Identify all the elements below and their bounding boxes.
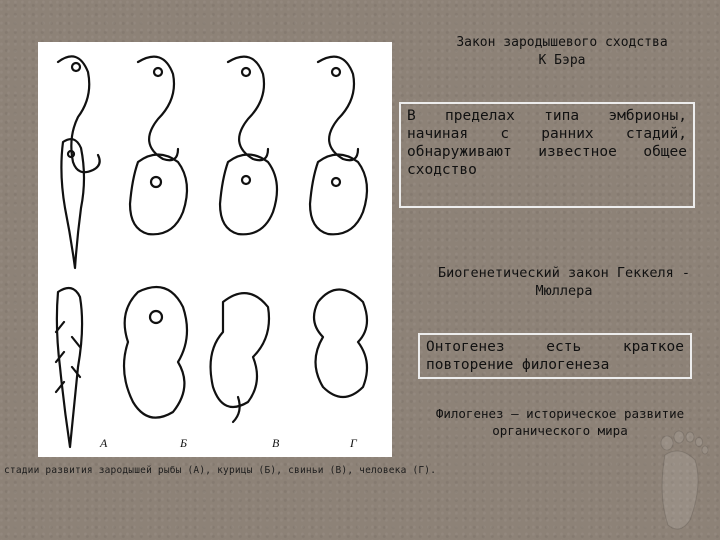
biogenetic-law-title-line1: Биогенетический закон Геккеля - <box>438 265 690 281</box>
embryo-row-3 <box>56 287 367 447</box>
biogenetic-law-title-line2: Мюллера <box>535 283 593 299</box>
embryo-illustration <box>38 42 392 457</box>
baer-law-definition-box: В пределах типа эмбрионы, начиная с ранних стадий, обнаруживают известное общее сходство <box>399 102 695 208</box>
column-label-v: В <box>272 436 280 450</box>
embryo-row-2 <box>61 139 367 268</box>
phylogenesis-line1: Филогенез – историческое развитие <box>435 406 685 421</box>
biogenetic-law-definition-box: Онтогенез есть краткое повторение филогенеза <box>418 333 692 379</box>
baer-law-title-line2: К Бэра <box>538 53 586 68</box>
baer-law-title-line1: Закон зародышевого сходства <box>456 35 668 50</box>
column-label-g: Г <box>350 436 357 450</box>
column-label-a: А <box>100 436 108 450</box>
embryo-stages-figure <box>38 42 392 457</box>
embryo-row-1 <box>58 56 358 172</box>
figure-caption: стадии развития зародышей рыбы (А), курицы (Б), свиньи (В), человека (Г). <box>4 465 437 476</box>
column-label-b: Б <box>180 436 188 450</box>
baer-law-title <box>408 34 716 70</box>
biogenetic-law-title <box>408 264 720 300</box>
phylogenesis-line2: органического мира <box>492 423 628 438</box>
footprint-icon <box>645 415 715 535</box>
